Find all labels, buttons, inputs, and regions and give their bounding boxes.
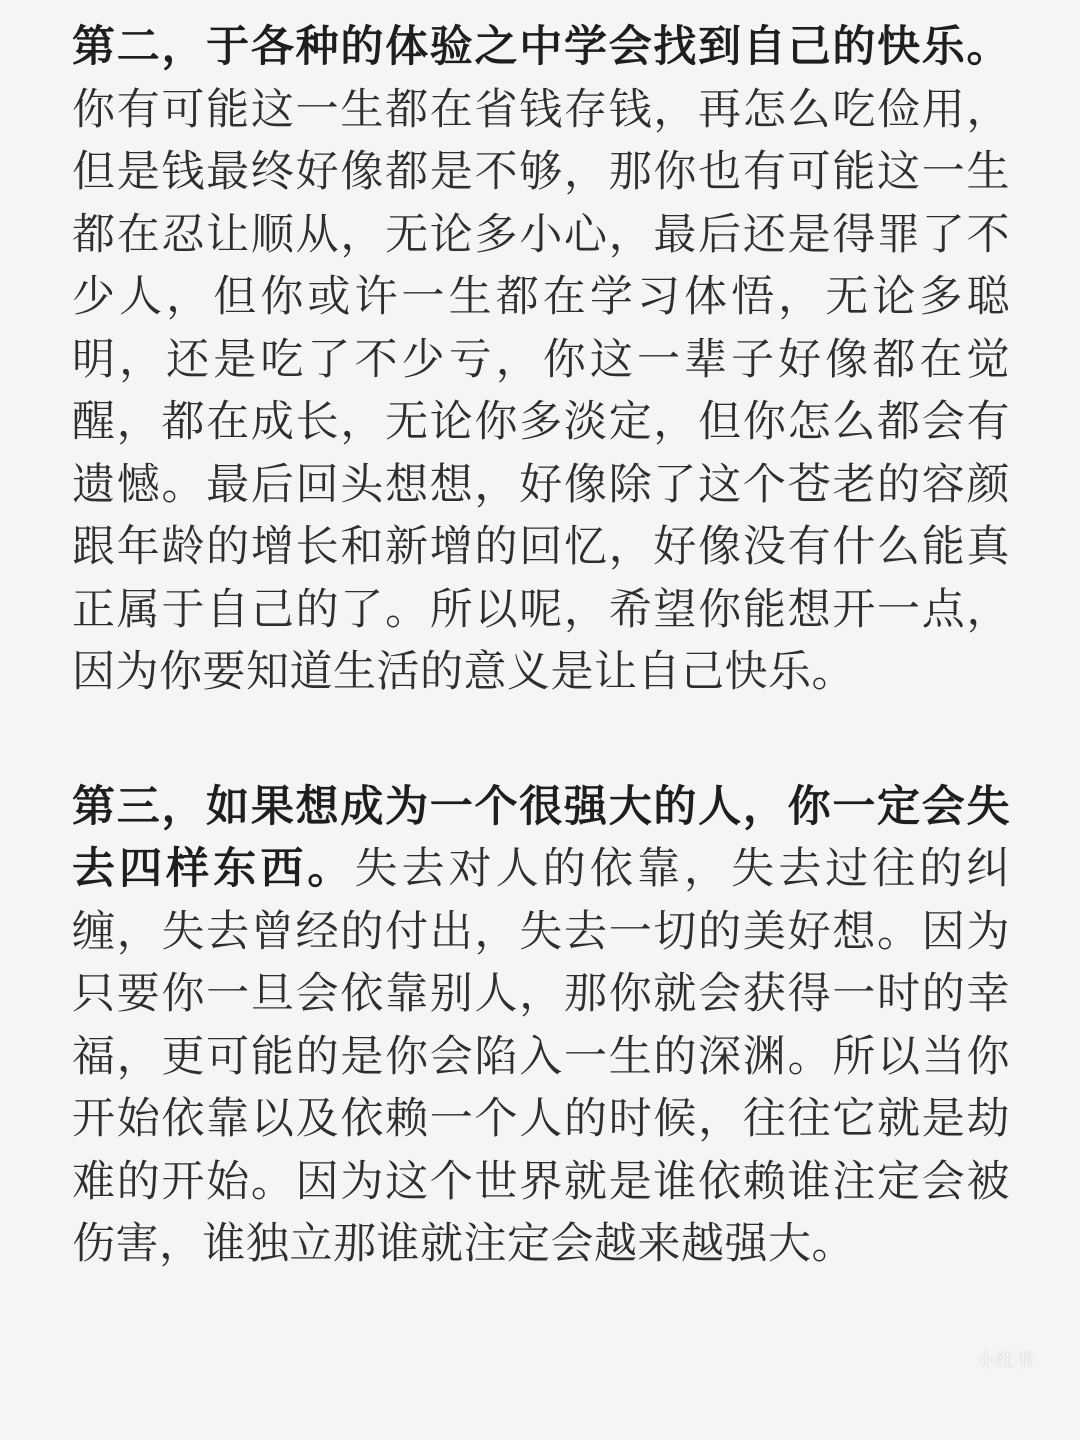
paragraph-third (72, 776, 1010, 1276)
paragraph-second (72, 16, 1010, 704)
paragraph-third-lead: 第三，如果想成为一个很强大的人，你一定会失去四样东西。 (72, 781, 1010, 894)
paragraph-third-body: 失去对人的依靠，失去过往的纠缠，失去曾经的付出，失去一切的美好想。因为只要你一旦会依靠别人，那你就会获得一时的幸福，更可能的是你会陷入一生的深渊。所以当你开始依靠以及依赖一个人的时候，往往它就是劫难的开始。因为这个世界就是谁依赖谁注定会被伤害，谁独立那谁就注定会越来越强大。 (72, 844, 1011, 1269)
paragraph-spacer (72, 704, 1010, 776)
paragraph-second-lead: 第二，于各种的体验之中学会找到自己的快乐。 (72, 22, 1010, 72)
watermark-logo: 小红书 (977, 1350, 1034, 1371)
paragraph-second-body: 你有可能这一生都在省钱存钱，再怎么吃俭用，但是钱最终好像都是不够，那你也有可能这一生都在忍让顺从，无论多小心，最后还是得罪了不少人，但你或许一生都在学习体悟，无论多聪明，还是吃了不少亏，你这一辈子好像都在觉醒，都在成长，无论你多淡定，但你怎么都会有遗憾。最后回头想想，好像除了这个苍老的容颜跟年龄的增长和新增的回忆，好像没有什么能真正属于自己的了。所以呢，希望你能想开一点，因为你要知道生活的意义是让自己快乐。 (72, 84, 1010, 697)
